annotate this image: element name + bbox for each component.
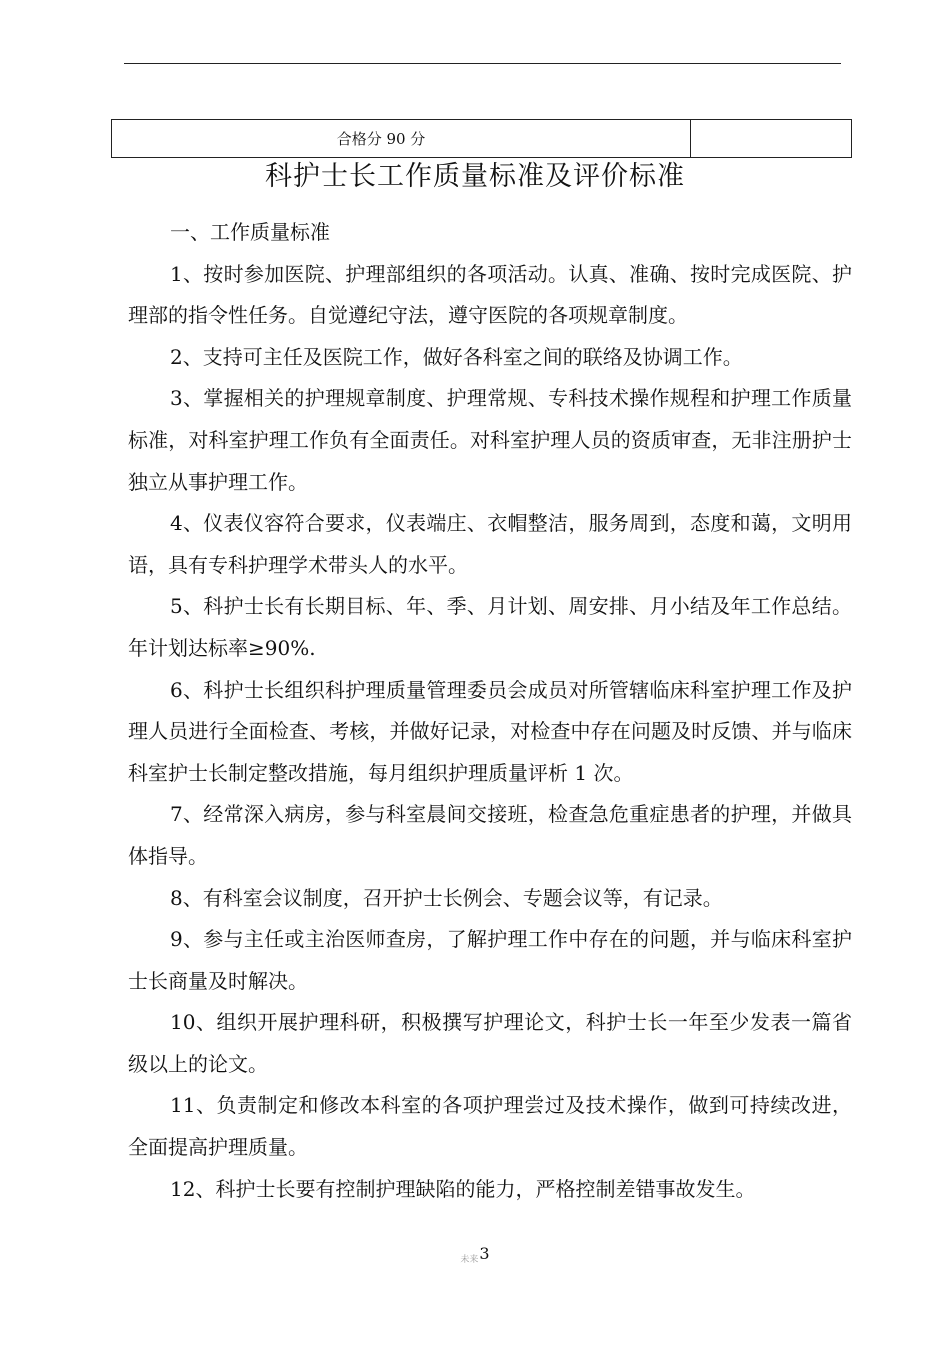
paragraph-11: 11、负责制定和修改本科室的各项护理尝过及技术操作，做到可持续改进，全面提高护理质量。 (128, 1093, 852, 1160)
section-heading: 一、工作质量标准 (170, 220, 330, 244)
paragraph-12: 12、科护士长要有控制护理缺陷的能力，严格控制差错事故发生。 (170, 1176, 756, 1201)
paragraph-2: 2、支持可主任及医院工作，做好各科室之间的联络及协调工作。 (170, 344, 743, 369)
paragraph-4: 4、仪表仪容符合要求，仪表端庄、衣帽整洁，服务周到，态度和蔼，文明用语，具有专科护理学术带头人的水平。 (128, 511, 852, 577)
paragraph-10: 10、组织开展护理科研，积极撰写护理论文，科护士长一年至少发表一篇省级以上的论文。 (128, 1010, 852, 1076)
page-number: 3 (479, 1244, 490, 1263)
paragraph-3: 3、掌握相关的护理规章制度、护理常规、专科技术操作规程和护理工作质量标准，对科室护理工作负有全面责任。对科室护理人员的资质审查，无非注册护士独立从事护理工作。 (128, 386, 852, 494)
header-rule (124, 63, 841, 64)
score-table (111, 119, 852, 158)
paragraph-6: 6、科护士长组织科护理质量管理委员会成员对所管辖临床科室护理工作及护理人员进行全面检查、考核，并做好记录，对检查中存在问题及时反馈、并与临床科室护士长制定整改措施，每月组织护理质量评析 1 次。 (128, 677, 852, 785)
pass-score-cell: 合格分 90 分 (112, 120, 691, 157)
paragraph-9: 9、参与主任或主治医师查房，了解护理工作中存在的问题，并与临床科室护士长商量及时解决。 (128, 927, 852, 993)
paragraph-5: 5、科护士长有长期目标、年、季、月计划、周安排、月小结及年工作总结。年计划达标率≥90%. (128, 594, 852, 660)
paragraph-7: 7、经常深入病房，参与科室晨间交接班，检查急危重症患者的护理，并做具体指导。 (128, 802, 852, 868)
document-body (128, 212, 852, 1210)
footer-mark: 未来 (460, 1255, 479, 1265)
page-footer (0, 1244, 950, 1265)
score-blank-cell (691, 120, 851, 157)
paragraph-8: 8、有科室会议制度，召开护士长例会、专题会议等，有记录。 (170, 885, 723, 910)
document-title: 科护士长工作质量标准及评价标准 (265, 161, 685, 192)
paragraph-1: 1、按时参加医院、护理部组织的各项活动。认真、准确、按时完成医院、护理部的指令性任务。自觉遵纪守法，遵守医院的各项规章制度。 (128, 261, 852, 328)
